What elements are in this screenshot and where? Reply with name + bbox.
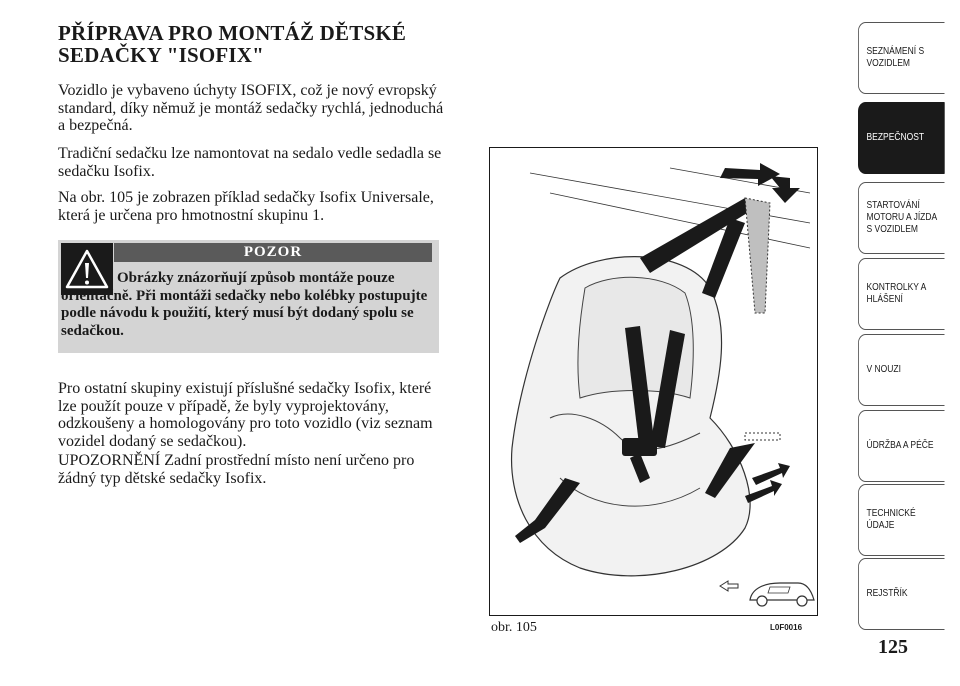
nav-tab-seznameni[interactable]: SEZNÁMENÍ S VOZIDLEM: [858, 22, 945, 94]
nav-tab-v-nouzi[interactable]: V NOUZI: [858, 334, 945, 406]
page-title-line-1: PŘÍPRAVA PRO MONTÁŽ DĚTSKÉ: [58, 21, 407, 45]
figure-caption: obr. 105: [491, 620, 537, 635]
warning-text: Obrázky znázorňují způsob montáže pouze orientačně. Při montáži sedačky nebo kolébky postupujte podle návodu k použití, který musí být dodaný spolu se sedačkou.: [61, 270, 428, 339]
paragraph-isofix-intro: Vozidlo je vybaveno úchyty ISOFIX, což je nový evropský standard, díky němuž je montáž sedačky rychlá, jednoduchá a bezpečná.: [58, 82, 444, 134]
nav-tab-technicke-udaje[interactable]: TECHNICKÉ ÚDAJE: [858, 484, 945, 556]
figure-frame: [489, 147, 818, 616]
nav-tab-rejstrik[interactable]: REJSTŘÍK: [858, 558, 945, 630]
warning-label: POZOR: [114, 243, 432, 262]
nav-tab-startovani[interactable]: STARTOVÁNÍ MOTORU A JÍZDA S VOZIDLEM: [858, 182, 945, 254]
paragraph-other-groups: Pro ostatní skupiny existují příslušné sedačky Isofix, které lze použít pouze v případě, že byly vyprojektovány, odzkoušeny a homologovány pro toto vozidlo (viz seznam vozidel dodaný se sedačkou).: [58, 380, 433, 450]
paragraph-note: UPOZORNĚNÍ Zadní prostřední místo není určeno pro žádný typ dětské sedačky Isofix.: [58, 452, 415, 487]
paragraph-figure-reference: Na obr. 105 je zobrazen příklad sedačky Isofix Universale, která je určena pro hmotnostní skupinu 1.: [58, 189, 434, 224]
nav-tab-bezpecnost[interactable]: BEZPEČNOST: [858, 102, 945, 174]
figure-code: L0F0016: [770, 623, 803, 632]
nav-tab-udrzba[interactable]: ÚDRŽBA A PÉČE: [858, 410, 945, 482]
page-number: 125: [878, 636, 908, 658]
warning-box: [58, 240, 439, 353]
page-title: [58, 22, 448, 66]
page-title-line-2: SEDAČKY "ISOFIX": [58, 43, 265, 67]
nav-tab-kontrolky[interactable]: KONTROLKY A HLÁŠENÍ: [858, 258, 945, 330]
isofix-child-seat-illustration: [490, 148, 817, 615]
paragraph-traditional-seat: Tradiční sedačku lze namontovat na sedalo vedle sedadla se sedačku Isofix.: [58, 145, 442, 180]
